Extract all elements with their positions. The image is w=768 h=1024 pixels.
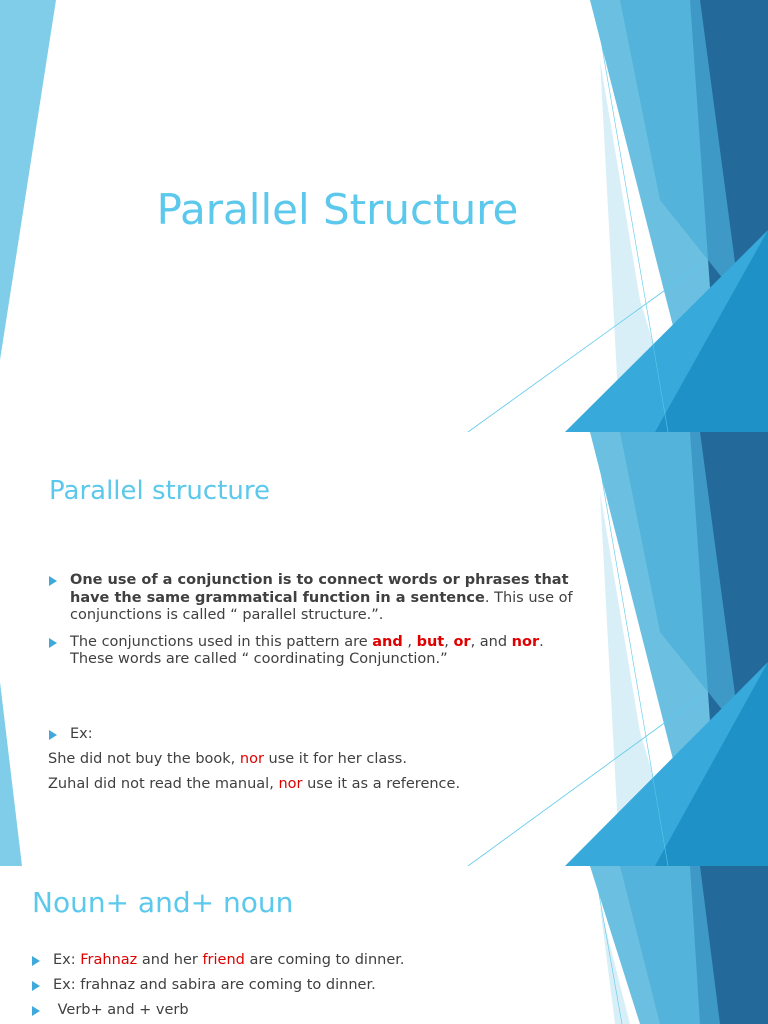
example-text: use it for her class.: [263, 751, 407, 767]
example-text: use it as a reference.: [302, 776, 461, 792]
bullet-arrow-icon: [32, 1006, 40, 1016]
separator: ,: [444, 633, 454, 650]
bullet-arrow-icon: [49, 576, 57, 586]
bullet-arrow-icon: [32, 956, 40, 966]
bullet-arrow-icon: [32, 981, 40, 991]
bullet-text: and her: [137, 952, 203, 968]
slide-parallel-structure: [0, 432, 768, 866]
bullet-text: . These words are called “ coordinating Conjunction.”: [70, 633, 544, 667]
separator: , and: [470, 633, 512, 650]
list-item: [32, 952, 572, 970]
example-sentence: [48, 776, 460, 792]
bullet-arrow-icon: [49, 638, 57, 648]
bullet-list: [32, 952, 572, 1024]
bullet-text: Verb+ and + verb: [53, 1002, 189, 1018]
highlight-frahnaz: Frahnaz: [80, 952, 138, 968]
list-item: [48, 634, 578, 669]
presentation-title: Parallel Structure: [156, 185, 519, 234]
example-text: She did not buy the book,: [48, 751, 240, 767]
list-item: [32, 977, 572, 995]
slide-heading: Noun+ and+ noun: [32, 886, 294, 919]
highlight-nor: nor: [278, 776, 303, 792]
bullet-list: [48, 572, 578, 678]
example-sentence: [48, 751, 407, 767]
list-item: [48, 572, 578, 625]
bullet-text: The conjunctions used in this pattern are: [70, 633, 373, 650]
bullet-bold-text: One use of a conjunction is to connect words or phrases that have the same grammatical function in a sentence: [70, 572, 569, 606]
bullet-text: . This use of conjunctions is called “ parallel structure.”.: [70, 589, 573, 623]
separator: ,: [402, 633, 417, 650]
bullet-text: Ex:: [53, 952, 81, 968]
highlight-friend: friend: [202, 952, 245, 968]
bullet-arrow-icon: [49, 730, 57, 740]
example-label: Ex:: [70, 726, 93, 742]
conjunction-and: and: [372, 633, 403, 650]
example-text: Zuhal did not read the manual,: [48, 776, 279, 792]
list-item: [48, 726, 588, 742]
list-item: [32, 1002, 572, 1020]
conjunction-nor: nor: [511, 633, 540, 650]
bullet-text: Ex: frahnaz and sabira are coming to dinner.: [53, 977, 376, 993]
slide-noun-and-noun: [0, 866, 768, 1024]
slide-heading: Parallel structure: [49, 476, 270, 506]
highlight-nor: nor: [239, 751, 264, 767]
slide-title: [0, 0, 768, 432]
conjunction-or: or: [453, 633, 471, 650]
conjunction-but: but: [416, 633, 445, 650]
example-list: [48, 726, 588, 742]
bullet-text: are coming to dinner.: [244, 952, 405, 968]
